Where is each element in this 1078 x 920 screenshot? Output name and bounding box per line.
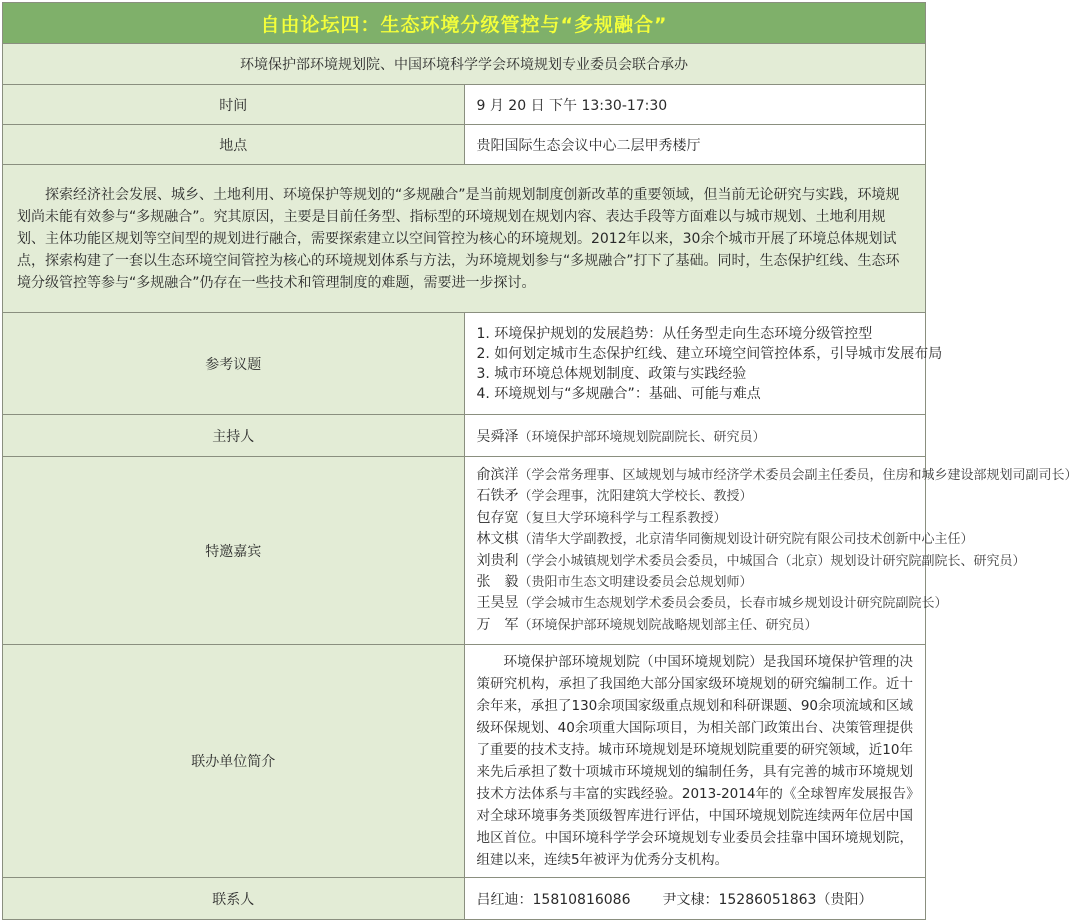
guests-label: 特邀嘉宾 [3,457,465,645]
host-row [3,415,926,457]
topic-item: 3. 城市环境总体规划制度、政策与实践经验 [476,365,747,382]
place-value: 贵阳国际生态会议中心二层甲秀楼厅 [464,125,926,165]
place-label: 地点 [3,125,465,165]
guest-desc: （学会城市生态规划学术委员会委员，长春市城乡规划设计研究院副院长） [518,596,948,612]
forum-title: 自由论坛四：生态环境分级管控与“多规融合” [3,3,926,44]
guest-desc: （学会理事，沈阳建筑大学校长、教授） [518,489,753,505]
organizers-text: 环境保护部环境规划院、中国环境科学学会环境规划专业委员会联合承办 [3,44,926,85]
contact-person-2: 尹文棣：15286051863（贵阳） [662,891,873,908]
guest-name: 张 毅 [476,573,519,590]
title-row [3,3,926,44]
guest-desc: （清华大学副教授，北京清华同衡规划设计研究院有限公司技术创新中心主任） [518,532,974,548]
guest-desc: （复旦大学环境科学与工程系教授） [518,510,727,526]
guest-item [477,486,914,507]
org-text: 环境保护部环境规划院（中国环境规划院）是我国环境保护管理的决策研究机构，承担了我国绝大部分国家级环境规划的研究编制工作。近十余年来，承担了130余项国家级重点规划和科研课题、90余项流域和区域级环保规划、40余项重大国际项目，为相关部门政策出台、决策管理提供了重要的技术支持。城市环境规划是环境规划院重要的研究领域，近10年来先后承担了数十项城市环境规划的编制任务，具有完善的城市环境规划技术方法体系与丰富的实践经验。2013-2014年的《全球智库发展报告》对全球环境事务类顶级智库进行评估，中国环境规划院连续两年位居中国地区首位。中国环境科学学会环境规划专业委员会挂靠中国环境规划院，组建以来，连续5年被评为优秀分支机构。 [476,654,913,868]
time-row [3,85,926,125]
guest-item [477,508,914,529]
org-row [3,645,926,878]
intro-row [3,165,926,313]
guest-item [476,551,1026,572]
organizers-row [3,44,926,85]
guests-row [3,457,926,645]
org-cell [464,645,926,878]
topics-list [464,313,943,415]
guest-desc: （学会常务理事、区域规划与城市经济学术委员会副主任委员，住房和城乡建设部规划司副司长） [518,467,1078,483]
forum-table [2,2,1078,920]
topics-label: 参考议题 [3,313,465,415]
intro-text: 探索经济社会发展、城乡、土地利用、环境保护等规划的“多规融合”是当前规划制度创新改革的重要领域，但当前无论研究与实践，环境规划尚未能有效参与“多规融合”。究其原因，主要是目前任务型、指标型的环境规划在规划内容、表达手段等方面难以与城市规划、土地利用规划、主体功能区规划等空间型的规划进行融合，需要探索建立以空间管控为核心的环境规划。2012年以来，30余个城市开展了环境总体规划试点，探索构建了一套以生态环境空间管控为核心的环境规划体系与方法，为环境规划参与“多规融合”打下了基础。同时，生态保护红线、生态环境分级管控等参与“多规融合”仍存在一些技术和管理制度的难题，需要进一步探讨。 [17,186,900,291]
guest-name: 林文棋 [476,531,519,548]
contact-cell [464,878,926,920]
guest-name: 刘贵利 [476,552,519,569]
contact-person-1: 吕红迪：15810816086 [476,891,631,908]
guest-item [476,529,974,550]
guest-name: 俞滨洋 [476,466,519,483]
guest-name: 石铁矛 [476,488,519,505]
topic-item: 1. 环境保护规划的发展趋势：从任务型走向生态环境分级管控型 [476,325,873,342]
guest-name: 王昊昱 [476,595,519,612]
time-value: 9 月 20 日 下午 13:30-17:30 [464,85,926,125]
place-row [3,125,926,165]
guest-item [476,465,1078,486]
host-desc: （环境保护部环境规划院副院长、研究员） [518,429,766,445]
host-label: 主持人 [3,415,465,457]
topics-row [3,313,926,415]
time-label: 时间 [3,85,465,125]
guest-name: 包存宽 [476,509,519,526]
contact-row [3,878,926,920]
intro-cell [3,165,926,313]
host-name: 吴舜泽 [476,428,519,445]
guest-name: 万 军 [476,616,519,633]
guest-desc: （贵阳市生态文明建设委员会总规划师） [518,574,753,590]
guest-desc: （学会小城镇规划学术委员会委员，中城国合（北京）规划设计研究院副院长、研究员） [518,553,1026,569]
topic-item: 2. 如何划定城市生态保护红线、建立环境空间管控体系，引导城市发展布局 [476,345,943,362]
guest-item [477,572,914,593]
guest-item [476,593,948,614]
host-cell [464,415,926,457]
topic-item: 4. 环境规划与“多规融合”：基础、可能与难点 [476,385,761,402]
guest-desc: （环境保护部环境规划院战略规划部主任、研究员） [518,617,818,633]
guest-item [477,615,914,636]
contact-label: 联系人 [3,878,465,920]
guests-list [464,457,1078,645]
org-label: 联办单位简介 [3,645,465,878]
